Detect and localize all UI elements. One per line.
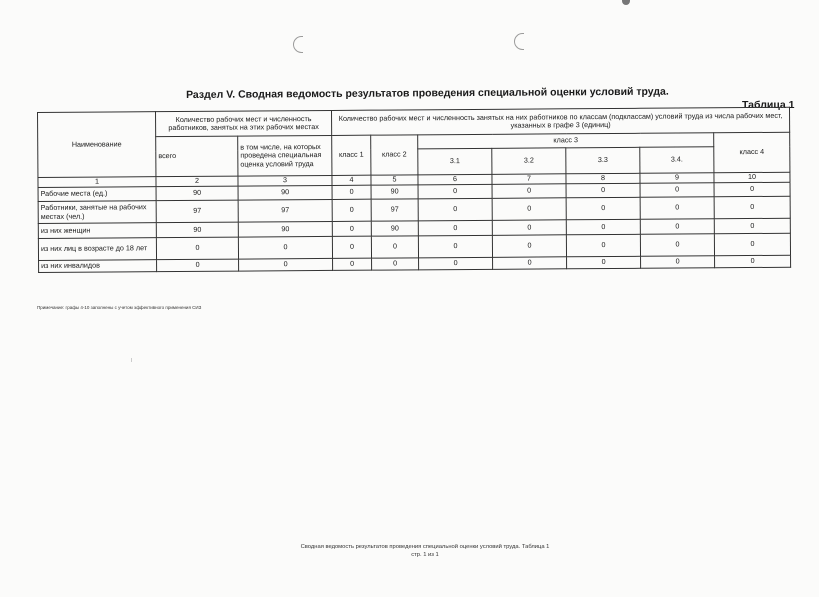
- cell-value: 0: [492, 220, 566, 236]
- cell-value: 0: [418, 184, 492, 199]
- header-class-2: класс 2: [371, 135, 418, 175]
- cell-value: 0: [419, 257, 493, 270]
- header-total: всего: [156, 136, 238, 177]
- cell-value: 0: [332, 221, 371, 236]
- header-subclass-3-4: 3.4.: [640, 147, 714, 174]
- row-label-workplaces: Рабочие места (ед.): [38, 187, 156, 202]
- column-number: 6: [418, 174, 492, 185]
- row-label-women: из них женщин: [38, 223, 156, 239]
- cell-value: 90: [156, 222, 238, 238]
- column-number: 9: [640, 173, 714, 184]
- header-class-3: класс 3: [418, 133, 714, 149]
- cell-value: 0: [332, 236, 371, 258]
- column-number: 4: [332, 175, 371, 185]
- cell-value: 90: [238, 185, 332, 200]
- cell-value: 0: [640, 219, 714, 235]
- row-label-workers: Работники, занятые на рабочих местах (чел.): [38, 201, 156, 224]
- cell-value: 0: [418, 220, 492, 236]
- header-workplaces-group: Количество рабочих мест и численность работников, занятых на этих рабочих местах: [156, 110, 332, 136]
- page-footer: [290, 543, 560, 560]
- column-number: 7: [492, 174, 566, 185]
- cell-value: 0: [714, 196, 790, 219]
- column-number: 1: [38, 177, 156, 188]
- cell-value: 0: [566, 197, 640, 220]
- cell-value: 0: [372, 258, 419, 270]
- table-footnote: Примечание: графы 4-10 заполнены с учетом эффективного применения СИЗ: [37, 305, 202, 310]
- cell-value: 0: [715, 255, 791, 268]
- summary-table: [37, 107, 791, 273]
- header-assessed: в том числе, на которых проведена специальная оценка условий труда: [238, 135, 332, 176]
- cell-value: 0: [566, 183, 640, 198]
- cell-value: 97: [238, 199, 332, 222]
- scan-speck: [131, 358, 132, 362]
- punch-hole-right: [514, 33, 524, 50]
- cell-value: 0: [714, 182, 790, 197]
- column-number: 10: [714, 172, 790, 183]
- cell-value: 0: [371, 236, 418, 258]
- cell-value: 0: [640, 183, 714, 198]
- page-title: Раздел V. Сводная ведомость результатов проведения специальной оценки условий труда.: [186, 85, 669, 101]
- cell-value: 97: [371, 199, 418, 221]
- cell-value: 0: [238, 236, 332, 259]
- column-number: 8: [566, 173, 640, 184]
- footer-page-number: стр. 1 из 1: [411, 552, 439, 559]
- punch-hole-left: [293, 36, 303, 53]
- cell-value: 0: [641, 256, 715, 269]
- table-label: Таблица 1: [742, 99, 795, 111]
- header-subclass-3-1: 3.1: [418, 148, 492, 175]
- cell-value: 0: [493, 257, 567, 270]
- cell-value: 0: [640, 234, 714, 257]
- cell-value: 0: [332, 185, 371, 199]
- header-name: Наименование: [38, 112, 156, 178]
- cell-value: 97: [156, 200, 238, 223]
- column-number: 3: [238, 175, 332, 186]
- cell-value: 0: [333, 258, 372, 270]
- cell-value: 0: [332, 199, 371, 221]
- header-class-1: класс 1: [332, 135, 371, 175]
- cell-value: 0: [566, 219, 640, 235]
- column-number: 5: [371, 175, 418, 185]
- scan-mark: [622, 0, 630, 5]
- summary-table-container: [37, 107, 791, 273]
- cell-value: 0: [714, 233, 790, 256]
- cell-value: 0: [239, 258, 333, 271]
- header-subclass-3-2: 3.2: [492, 148, 566, 175]
- cell-value: 0: [418, 198, 492, 221]
- cell-value: 0: [566, 234, 640, 257]
- header-classes-group: Количество рабочих мест и численность занятых на них работников по классам (подклассам) условий труда из числа рабочих мест, указанных в графе 3 (единиц): [331, 107, 789, 135]
- header-class-4: класс 4: [714, 132, 790, 173]
- cell-value: 90: [371, 221, 418, 236]
- cell-value: 90: [371, 185, 418, 199]
- cell-value: 0: [567, 256, 641, 269]
- row-label-disabled: из них инвалидов: [39, 260, 157, 273]
- cell-value: 90: [156, 186, 238, 201]
- cell-value: 0: [714, 218, 790, 234]
- cell-value: 90: [238, 221, 332, 237]
- column-number: 2: [156, 176, 238, 187]
- cell-value: 0: [157, 259, 239, 272]
- cell-value: 0: [492, 184, 566, 199]
- cell-value: 0: [156, 237, 238, 260]
- cell-value: 0: [492, 235, 566, 258]
- cell-value: 0: [640, 197, 714, 220]
- row-label-minors: из них лиц в возрасте до 18 лет: [38, 238, 156, 261]
- footer-title: Сводная ведомость результатов проведения специальной оценки условий труда. Таблица 1: [300, 544, 550, 550]
- header-subclass-3-3: 3.3: [566, 147, 640, 174]
- cell-value: 0: [492, 198, 566, 221]
- cell-value: 0: [418, 235, 492, 258]
